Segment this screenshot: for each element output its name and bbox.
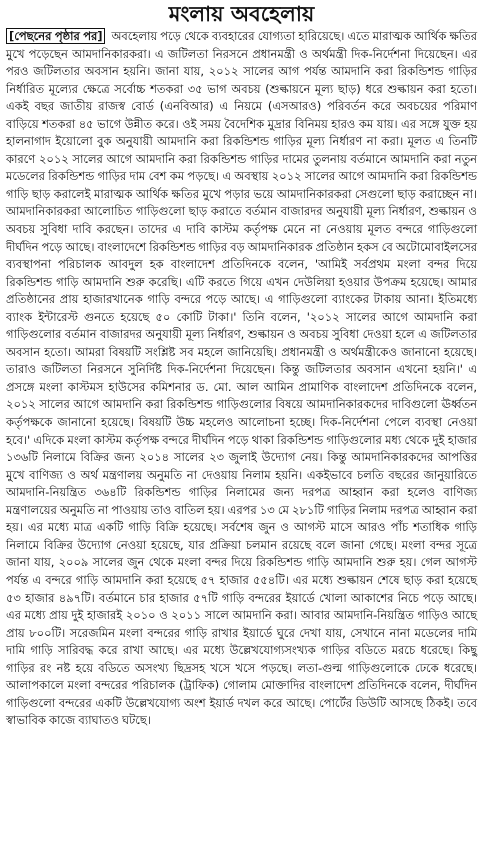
article-body-text: অবহেলায় পড়ে থেকে ব্যবহারের যোগ্যতা হারিয়েছে। এতে মারাত্মক আর্থিক ক্ষতির মুখে পড়েছেন আমদানিকারকরা। এ জটিলতা নিরসনে প্রধানমন্ত্রী ও অর্থমন্ত্রী দিক-নির্দেশনা দিয়েছেন। এর পরও জটিলতার অবসান হয়নি। জানা যায়, ২০১২ সালের আগ পর্যন্ত আমদানি করা রিকন্ডিশন্ড গাড়ির নির্ধারিত মূল্যের ক্ষেত্রে সর্বোচ্চ শতকরা ৩৫ ভাগ অবচয় (শুল্কায়নে মূল্য ছাড়) ধরে শুল্কায়ন করা হতো। একই বছর জাতীয় রাজস্ব বোর্ড (এনবিআর) এ নিয়মে (এসআরও) পরিবর্তন করে অবচয়ের পরিমাণ বাড়িয়ে শতকরা ৪৫ ভাগে উন্নীত করে। ওই সময় বৈদেশিক মুদ্রার বিনিময় হারও কম যায়। এর সঙ্গে যুক্ত হয় হালনাগাদ ইয়োলো বুক অনুযায়ী আমদানি করা রিকন্ডিশন্ড গাড়ির মূল্য নির্ধারণ না করা। মূলত এ তিনটি কারণে ২০১২ সালের আগে আমদানি করা রিকন্ডিশন্ড গাড়ির দামের তুলনায় বর্তমানে আমদানি করা নতুন মডেলের রিকন্ডিশন্ড গাড়ির দাম বেশ কম পড়ছে। এ অবস্থায় ২০১২ সালের আগে আমদানি করা রিকন্ডিশন্ড গাড়ি ছাড় করালেই মারাত্মক আর্থিক ক্ষতির মুখে পড়ার ভয়ে আমদানিকারকরা সেগুলো ছাড় করাচ্ছেন না। আমদানিকারকরা আলোচিত গাড়িগুলো ছাড় করাতে বর্তমান বাজারদর অনুযায়ী মূল্য নির্ধারণ, শুল্কায়ন ও অবচয় সুবিধা দাবি করছেন। তাদের এ দাবি কাস্টম কর্তৃপক্ষ মেনে না নেওয়ায় মূলত বন্দরে গাড়িগুলো দীর্ঘদিন পড়ে আছে। বাংলাদেশে রিকন্ডিশন্ড গাড়ির বড় আমদানিকারক প্রতিষ্ঠান হকস বে অটোমোবাইলসের ব্যবস্থাপনা পরিচালক আবদুল হক বাংলাদেশ প্রতিদিনকে বলেন, 'আমিই সর্বপ্রথম মংলা বন্দর দিয়ে রিকন্ডিশন্ড গাড়ি আমদানি শুরু করেছি। এটি করতে গিয়ে এখন দেউলিয়া হওয়ার উপক্রম হয়েছে। আমার প্রতিষ্ঠানের প্রায় হাজারখানেক গাড়ি বন্দরে পড়ে আছে। এ গাড়িগুলো ব্যাংকের টাকায় আনা। ইতিমধ্যে ব্যাংক ইন্টারেস্ট গুনতে হয়েছে ৫০ কোটি টাকা।' তিনি বলেন, '২০১২ সালের আগে আমদানি করা গাড়িগুলোর বর্তমান বাজারদর অনুযায়ী মূল্য নির্ধারণ, শুল্কায়ন ও অবচয় সুবিধা দেওয়া হলে এ জটিলতার অবসান হতো। আমরা বিষয়টি সংশ্লিষ্ট সব মহলে জানিয়েছি। প্রধানমন্ত্রী ও অর্থমন্ত্রীকেও জানানো হয়েছে। তারাও জটিলতা নিরসনে সুনির্দিষ্ট দিক-নির্দেশনা দিয়েছেন। কিন্তু জটিলতার অবসান এখনো হয়নি।' এ প্রসঙ্গে মংলা কাস্টমস হাউসের কমিশনার ড. মো. আল আমিন প্রামাণিক বাংলাদেশ প্রতিদিনকে বলেন, ২০১২ সালের আগে আমদানি করা রিকন্ডিশন্ড গাড়িগুলোর বিষয়ে আমদানিকারকদের দাবিগুলো ঊর্ধ্বতন কর্তৃপক্ষকে জানানো হয়েছে। বিষয়টি উচ্চ মহলেও আলোচনা হচ্ছে। দিক-নির্দেশনা পেলে ব্যবস্থা নেওয়া হবে।' এদিকে মংলা কাস্টম কর্তৃপক্ষ বন্দরে দীর্ঘদিন পড়ে থাকা রিকন্ডিশন্ড গাড়িগুলোর মধ্য থেকে দুই হাজার ১৩৬টি নিলামে বিক্রির জন্য ২০১৪ সালের ২৩ জুলাই উদ্যোগ নেয়। কিন্তু আমদানিকারকদের আপত্তির মুখে বাণিজ্য ও অর্থ মন্ত্রণালয় অনুমতি না দেওয়ায় নিলাম হয়নি। একইভাবে চলতি বছরের জানুয়ারিতে আমদানি-নিয়ন্ত্রিত ৩৬৪টি রিকন্ডিশন্ড গাড়ির নিলামের জন্য দরপত্র আহ্বান করা হলেও বাণিজ্য মন্ত্রণালয়ের অনুমতি না পাওয়ায় তাও বাতিল হয়। এরপর ১৩ মে ২৮১টি গাড়ির নিলাম দরপত্র আহ্বান করা হয়। এর মধ্যে মাত্র একটি গাড়ি বিক্রি হয়েছে। সর্বশেষ জুন ও আগস্ট মাসে আরও পাঁচ শতাধিক গাড়ি নিলামে বিক্রির উদ্যোগ নেওয়া হয়েছে, যার প্রক্রিয়া চলমান রয়েছে বলে জানা গেছে। মংলা বন্দর সূত্রে জানা যায়, ২০০৯ সালের জুন থেকে মংলা বন্দর দিয়ে রিকন্ডিশন্ড গাড়ি আমদানি শুরু হয়। গেল আগস্ট পর্যন্ত এ বন্দরে গাড়ি আমদানি করা হয়েছে ৫৭ হাজার ৫৫৪টি। এর মধ্যে শুল্কায়ন শেষে ছাড় করা হয়েছে ৫৩ হাজার ৪৯৭টি। বর্তমানে চার হাজার ৫৭টি গাড়ি বন্দরের ইয়ার্ডে খোলা আকাশের নিচে পড়ে আছে। এর মধ্যে প্রায় দুই হাজারই ২০১০ ও ২০১১ সালে আমদানি করা। আবার আমদানি-নিয়ন্ত্রিত গাড়িও আছে প্রায় ৮০০টি। সরেজমিন মংলা বন্দরের গাড়ি রাখার ইয়ার্ডে ঘুরে দেখা যায়, সেখানে নানা মডেলের দামি দামি গাড়ি সারিবদ্ধ করে রাখা আছে। এর মধ্যে উল্লেখযোগ্যসংখ্যক গাড়ির বডিতে মরচে ধরেছে। কিছু গাড়ির রং নষ্ট হয়ে বডিতে অসংখ্য ছিদ্রসহ খসে খসে পড়ছে। লতা-গুল্ম গাড়িগুলোকে ঢেকে ধরেছে। আলাপকালে মংলা বন্দরের পরিচালক (ট্রাফিক) গোলাম মোক্তাদির বাংলাদেশ প্রতিদিনকে বলেন, দীর্ঘদিন গাড়িগুলো বন্দরের একটি উল্লেখযোগ্য অংশ ইয়ার্ড দখল করে আছে। পোর্টের ডিউটি আসছে ঠিকই। তবে স্বাভাবিক কাজে ব্যাঘাতও ঘটছে। <box>6 29 477 728</box>
continued-from-label: [পেছনের পৃষ্ঠার পর] <box>6 28 105 44</box>
article-body <box>6 28 477 730</box>
article-headline: মংলায় অবহেলায় <box>168 1 315 26</box>
